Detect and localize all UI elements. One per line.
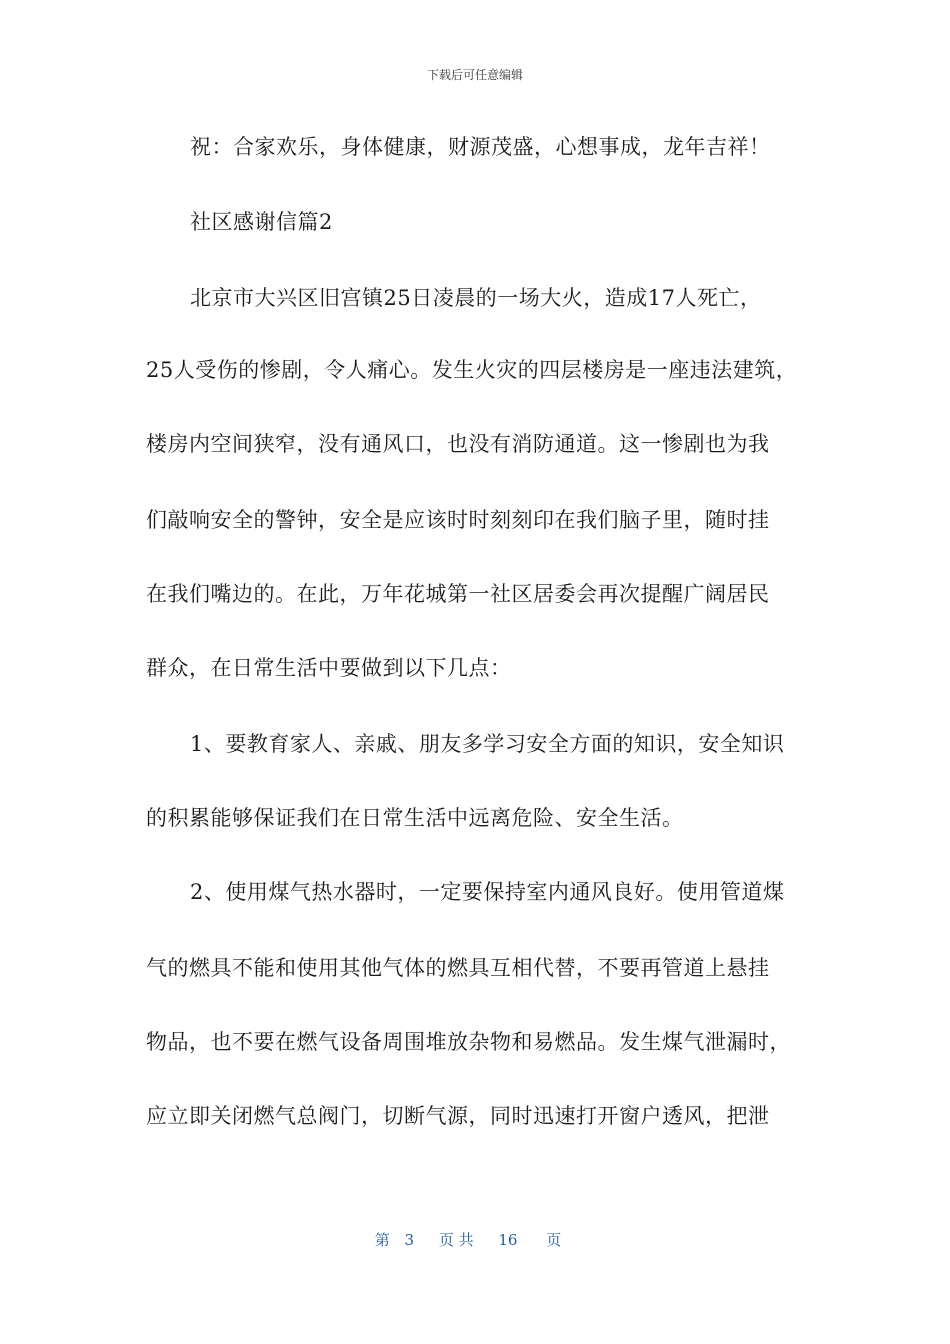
text-line: 1、要教育家人、亲戚、朋友多学习安全方面的知识，安全知识 xyxy=(190,732,785,756)
text-line: 在我们嘴边的。在此，万年花城第一社区居委会再次提醒广阔居民 xyxy=(146,582,770,606)
text-line: 楼房内空间狭窄，没有通风口，也没有消防通道。这一惨剧也为我 xyxy=(146,432,770,456)
footer-di: 第 xyxy=(374,1231,390,1249)
footer-page-number: 3 xyxy=(404,1231,415,1249)
text-line: 25人受伤的惨剧，令人痛心。发生火灾的四层楼房是一座违法建筑， xyxy=(146,358,798,382)
text-line: 群众，在日常生活中要做到以下几点： xyxy=(146,656,512,680)
text-line: 物品，也不要在燃气设备周围堆放杂物和易燃品。发生煤气泄漏时， xyxy=(146,1030,791,1054)
text-line: 2、使用煤气热水器时，一定要保持室内通风良好。使用管道煤 xyxy=(190,880,785,904)
footer-ye-gong: 页 共 xyxy=(438,1231,474,1249)
section-title: 社区感谢信篇2 xyxy=(190,210,333,234)
text-line: 祝：合家欢乐，身体健康，财源茂盛，心想事成，龙年吉祥！ xyxy=(190,135,771,159)
text-line: 气的燃具不能和使用其他气体的燃具互相代替，不要再管道上悬挂 xyxy=(146,956,770,980)
text-line: 们敲响安全的警钟，安全是应该时时刻刻印在我们脑子里，随时挂 xyxy=(146,508,770,532)
text-line: 北京市大兴区旧宫镇25日凌晨的一场大火，造成17人死亡， xyxy=(190,286,762,310)
footer-ye: 页 xyxy=(546,1231,562,1249)
text-line: 应立即关闭燃气总阀门，切断气源，同时迅速打开窗户透风，把泄 xyxy=(146,1104,770,1128)
page-footer xyxy=(0,1229,950,1250)
footer-total-pages: 16 xyxy=(498,1231,518,1249)
text-line: 的积累能够保证我们在日常生活中远离危险、安全生活。 xyxy=(146,806,684,830)
page-header: 下载后可任意编辑 xyxy=(426,68,523,82)
